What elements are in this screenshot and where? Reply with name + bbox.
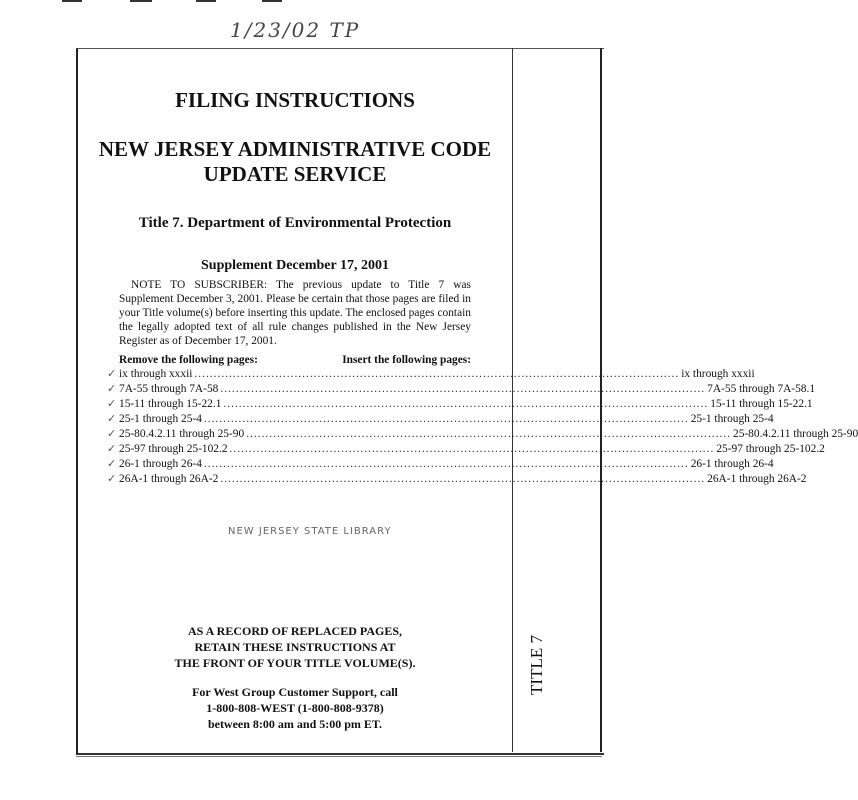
table-row	[107, 397, 813, 412]
remove-header: Remove the following pages:	[119, 354, 258, 366]
top-dash-mark	[196, 0, 216, 2]
insert-pages: 7A-55 through 7A-58.1	[707, 383, 816, 395]
insert-pages: 15-11 through 15-22.1	[710, 398, 813, 410]
bottom-rule	[76, 756, 602, 757]
remove-pages: 25-1 through 25-4	[119, 413, 202, 425]
checkmark-icon: ✓	[107, 473, 117, 485]
leader-dots: ..............................................................................................................................	[203, 458, 689, 470]
checkmark-icon: ✓	[107, 398, 117, 410]
supplement-date: Supplement December 17, 2001	[201, 258, 389, 273]
leader-dots: ..............................................................................................................................	[229, 443, 715, 455]
handwritten-date: 1/23/02 TP	[230, 18, 361, 42]
insert-pages: 26A-1 through 26A-2	[707, 473, 807, 485]
record-line: AS A RECORD OF REPLACED PAGES,	[187, 624, 403, 638]
insert-pages: ix through xxxii	[681, 368, 755, 380]
insert-pages: 25-97 through 25-102.2	[716, 443, 825, 455]
top-dash-mark	[62, 0, 82, 2]
record-notice	[80, 623, 510, 671]
remove-pages: 15-11 through 15-22.1	[119, 398, 222, 410]
pages-table	[107, 367, 858, 487]
leader-dots: ..............................................................................................................................	[203, 413, 689, 425]
leader-dots: ..............................................................................................................................	[220, 473, 706, 485]
title-tab-label: TITLE 7	[527, 635, 547, 695]
support-line: For West Group Customer Support, call	[192, 685, 398, 699]
checkmark-icon: ✓	[107, 413, 117, 425]
leader-dots: ..............................................................................................................................	[223, 398, 709, 410]
title-tab	[520, 628, 554, 702]
checkmark-icon: ✓	[107, 443, 117, 455]
top-dash-mark	[130, 0, 152, 2]
remove-pages: 25-97 through 25-102.2	[119, 443, 228, 455]
page-title: FILING INSTRUCTIONS	[175, 88, 415, 112]
subscriber-note: NOTE TO SUBSCRIBER: The previous update to Title 7 was Supplement December 3, 2001. Please be certain that those pages are filed in your Title volume(s) before inserting this update. The enclosed pages contain the legally adopted text of all rule changes published in the New Jersey Register as of December 17, 2001.	[119, 279, 471, 347]
checkmark-icon: ✓	[107, 428, 117, 440]
code-heading-line1: NEW JERSEY ADMINISTRATIVE CODE	[98, 137, 492, 161]
table-row	[107, 367, 755, 382]
checkmark-icon: ✓	[107, 383, 117, 395]
table-row	[107, 382, 816, 397]
record-line: RETAIN THESE INSTRUCTIONS AT	[194, 640, 396, 654]
leader-dots: ..............................................................................................................................	[246, 428, 731, 440]
table-row	[107, 412, 774, 427]
pages-table-header	[119, 354, 471, 366]
insert-header: Insert the following pages:	[342, 354, 471, 366]
remove-pages: 25-80.4.2.11 through 25-90	[119, 428, 245, 440]
insert-pages: 25-1 through 25-4	[690, 413, 774, 425]
code-heading	[80, 137, 510, 187]
table-row	[107, 457, 774, 472]
support-phone: 1-800-808-WEST (1-800-808-9378)	[206, 701, 384, 715]
table-row	[107, 442, 825, 457]
leader-dots: ..............................................................................................................................	[194, 368, 680, 380]
support-hours: between 8:00 am and 5:00 pm ET.	[207, 717, 383, 731]
code-heading-line2: UPDATE SERVICE	[203, 162, 387, 186]
remove-pages: 26A-1 through 26A-2	[119, 473, 219, 485]
remove-pages: ix through xxxii	[119, 368, 193, 380]
insert-pages: 25-80.4.2.11 through 25-90	[733, 428, 858, 440]
table-row	[107, 472, 807, 487]
customer-support	[80, 684, 510, 732]
library-stamp: NEW JERSEY STATE LIBRARY	[228, 526, 392, 537]
remove-pages: 7A-55 through 7A-58	[119, 383, 219, 395]
checkmark-icon: ✓	[107, 458, 117, 470]
record-line: THE FRONT OF YOUR TITLE VOLUME(S).	[174, 656, 416, 670]
table-row	[107, 427, 858, 442]
top-dash-mark	[262, 0, 282, 2]
checkmark-icon: ✓	[107, 368, 117, 380]
insert-pages: 26-1 through 26-4	[690, 458, 774, 470]
leader-dots: ..............................................................................................................................	[220, 383, 706, 395]
remove-pages: 26-1 through 26-4	[119, 458, 202, 470]
title-subject: Title 7. Department of Environmental Protection	[138, 215, 452, 231]
